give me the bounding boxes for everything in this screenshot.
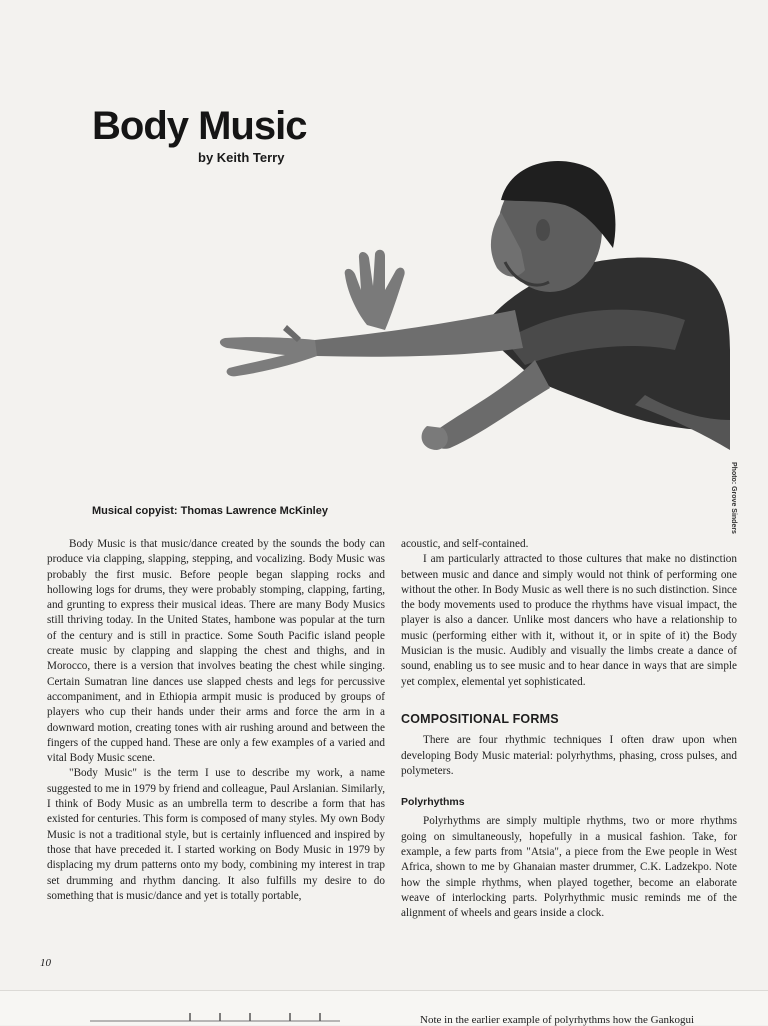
next-page-text: Note in the earlier example of polyrhythms how the Gankogui <box>420 1014 695 1026</box>
musical-copyist-credit: Musical copyist: Thomas Lawrence McKinley <box>92 505 328 517</box>
article-title: Body Music <box>92 104 307 148</box>
paragraph-body-music-intro: Body Music is that music/dance created by the sounds the body can produce via clapping, slapping, stepping, and vocalizing. Body Music was probably the first music. Before people began slapping rocks and hollowing logs for drums, they were probably stomping, clapping, farting, and grunting to express their musical ideas. There are many Body Musics still thriving today. In the United States, hambone was popular at the turn of the century and is still in practice. Some South Pacific island people create music by clapping and slapping the chest and thighs, and in Morocco, there is a version that involves beating the chest while singing. Certain Sumatran line dances use slapped chests and legs for percussive accompaniment, and in Ethiopia armpit music is produced by groups of players who cup their hands under their arms and force the arm in a downward motion, creating tones with air rushing around and between the fingers of the cupped hand. These are only a few examples of a varied and vital Body Music scene. <box>47 538 385 765</box>
subheading-polyrhythms: Polyrhythms <box>401 796 465 809</box>
paragraph-body-music-term: "Body Music" is the term I use to describe my work, a name suggested to me in 1979 by friend and colleague, Paul Arslanian. Similarly, I think of Body Music as an umbrella term to describe a form that has existed for centuries. This form is composed of many styles. My own Body Music is not a traditional style, but is certainly influenced and inspired by those that have preceded it. I started working on Body Music in 1979 by displacing my drum patterns onto my body, combining my interest in trap set drumming and rhythm dancing. It also fulfills my desire to do something that is music/dance and yet is totally portable, <box>47 767 385 902</box>
paragraph-music-and-dance: I am particularly attracted to those cultures that make no distinction between music and dance and simply would not think of performing one without the other. In Body Music as well there is no such distinction. Since the body movements used to produce the rhythms have visual impact, the player is also a dancer. Unlike most dancers who have a relationship to music (performing either with it, without it, or in spite of it) the Body Musician is the music. Audibly and visually the limbs create a dance of sound, enabling us to see music and to hear dance in ways that are simple yet complex, elemental yet sophisticated. <box>401 553 737 688</box>
music-notation-fragment <box>90 991 350 1025</box>
paragraph-rhythmic-techniques: There are four rhythmic techniques I often draw upon when developing Body Music material: polyrhythms, phasing, cross pulses, and polymeters. <box>401 734 737 777</box>
photo-credit: Photo: Grove Sinders <box>730 462 737 534</box>
right-column <box>401 537 737 922</box>
page-number: 10 <box>40 957 51 969</box>
performer-photo <box>205 150 735 490</box>
article-byline: by Keith Terry <box>198 150 285 165</box>
paragraph-continuation: acoustic, and self-contained. <box>401 538 529 550</box>
section-heading-compositional-forms: COMPOSITIONAL FORMS <box>401 711 559 726</box>
left-column <box>47 537 385 904</box>
paragraph-polyrhythms: Polyrhythms are simply multiple rhythms, two or more rhythms going on simultaneously, hopefully in a musical fashion. Take, for example, a few parts from "Atsia", a piece from the Ewe people in West Africa, shown to me by Ghanaian master drummer, C.K. Ladzekpo. Note how the simple rhythms, when played together, become an elaborate weave of interlocking parts. Polyrhythmic music reminds me of the alignment of wheels and gears inside a clock. <box>401 815 737 920</box>
